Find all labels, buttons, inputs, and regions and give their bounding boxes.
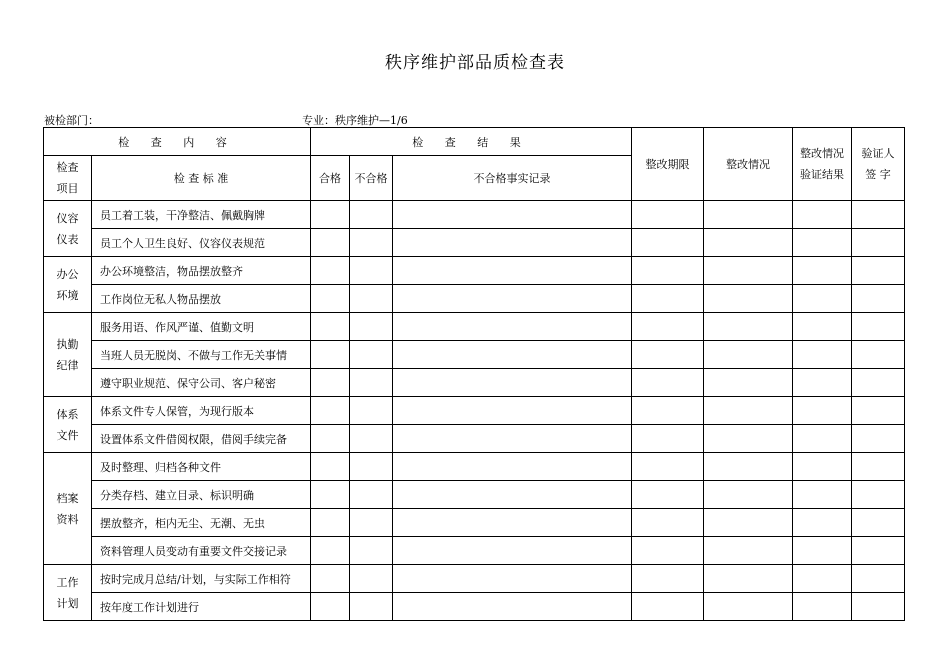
- fail-cell[interactable]: [350, 453, 393, 481]
- criterion-cell: 遵守职业规范、保守公司、客户秘密: [92, 369, 311, 397]
- verify-result-cell[interactable]: [793, 453, 852, 481]
- pass-cell[interactable]: [311, 313, 350, 341]
- status-cell[interactable]: [704, 201, 793, 229]
- deadline-cell[interactable]: [632, 313, 704, 341]
- signature-cell[interactable]: [852, 369, 905, 397]
- header-content: 检 查 内 容: [44, 128, 311, 156]
- fail-record-cell[interactable]: [393, 397, 632, 425]
- status-cell[interactable]: [704, 257, 793, 285]
- status-cell[interactable]: [704, 313, 793, 341]
- fail-cell[interactable]: [350, 257, 393, 285]
- deadline-cell[interactable]: [632, 285, 704, 313]
- fail-record-cell[interactable]: [393, 341, 632, 369]
- status-cell[interactable]: [704, 565, 793, 593]
- table-row: [44, 229, 905, 257]
- deadline-cell[interactable]: [632, 369, 704, 397]
- pass-cell[interactable]: [311, 509, 350, 537]
- deadline-cell[interactable]: [632, 565, 704, 593]
- fail-cell[interactable]: [350, 313, 393, 341]
- header-deadline: 整改期限: [632, 128, 704, 201]
- pass-cell[interactable]: [311, 537, 350, 565]
- fail-cell[interactable]: [350, 369, 393, 397]
- criterion-cell: 工作岗位无私人物品摆放: [92, 285, 311, 313]
- deadline-cell[interactable]: [632, 593, 704, 621]
- signature-cell[interactable]: [852, 313, 905, 341]
- department-label: 被检部门：: [44, 114, 99, 127]
- table-row: [44, 425, 905, 453]
- verify-result-cell[interactable]: [793, 481, 852, 509]
- verify-result-cell[interactable]: [793, 593, 852, 621]
- fail-cell[interactable]: [350, 397, 393, 425]
- signature-cell[interactable]: [852, 341, 905, 369]
- fail-record-cell[interactable]: [393, 229, 632, 257]
- fail-cell[interactable]: [350, 341, 393, 369]
- table-row: [44, 201, 905, 229]
- pass-cell[interactable]: [311, 397, 350, 425]
- status-cell[interactable]: [704, 369, 793, 397]
- fail-record-cell[interactable]: [393, 201, 632, 229]
- header-fail: 不合格: [350, 156, 393, 201]
- signature-cell[interactable]: [852, 285, 905, 313]
- category-label: 文件: [56, 428, 79, 442]
- fail-record-cell[interactable]: [393, 481, 632, 509]
- signature-cell[interactable]: [852, 537, 905, 565]
- pass-cell[interactable]: [311, 229, 350, 257]
- pass-cell[interactable]: [311, 341, 350, 369]
- fail-record-cell[interactable]: [393, 425, 632, 453]
- criterion-cell: 及时整理、归档各种文件: [92, 453, 311, 481]
- pass-cell[interactable]: [311, 425, 350, 453]
- criterion-cell: 分类存档、建立目录、标识明确: [92, 481, 311, 509]
- table-row: [44, 565, 905, 593]
- category-cell: [44, 313, 92, 397]
- pass-cell[interactable]: [311, 257, 350, 285]
- table-row: [44, 537, 905, 565]
- status-cell[interactable]: [704, 481, 793, 509]
- criterion-cell: 摆放整齐，柜内无尘、无潮、无虫: [92, 509, 311, 537]
- signature-cell[interactable]: [852, 425, 905, 453]
- verify-result-cell[interactable]: [793, 201, 852, 229]
- inspection-table: [43, 127, 905, 621]
- verify-result-cell[interactable]: [793, 565, 852, 593]
- criterion-cell: 按年度工作计划进行: [92, 593, 311, 621]
- header-item: 检查 项目: [44, 156, 92, 201]
- fail-cell[interactable]: [350, 285, 393, 313]
- pass-cell[interactable]: [311, 201, 350, 229]
- table-row: [44, 397, 905, 425]
- fail-cell[interactable]: [350, 509, 393, 537]
- category-label: 执勤: [56, 337, 79, 351]
- criterion-cell: 当班人员无脱岗、不做与工作无关事情: [92, 341, 311, 369]
- page-title: 秩序维护部品质检查表: [385, 53, 565, 73]
- status-cell[interactable]: [704, 341, 793, 369]
- status-cell[interactable]: [704, 229, 793, 257]
- category-label: 档案: [56, 491, 79, 505]
- deadline-cell[interactable]: [632, 453, 704, 481]
- table-row: [44, 509, 905, 537]
- deadline-cell[interactable]: [632, 229, 704, 257]
- signature-cell[interactable]: [852, 229, 905, 257]
- criterion-cell: 按时完成月总结/计划，与实际工作相符: [92, 565, 311, 593]
- criterion-cell: 资料管理人员变动有重要文件交接记录: [92, 537, 311, 565]
- category-label: 环境: [56, 288, 79, 302]
- status-cell[interactable]: [704, 509, 793, 537]
- criterion-cell: 体系文件专人保管，为现行版本: [92, 397, 311, 425]
- verify-result-cell[interactable]: [793, 257, 852, 285]
- category-cell: [44, 453, 92, 565]
- header-fail-record: 不合格事实记录: [393, 156, 632, 201]
- category-label: 计划: [56, 596, 79, 610]
- fail-record-cell[interactable]: [393, 369, 632, 397]
- fail-cell[interactable]: [350, 425, 393, 453]
- verify-result-cell[interactable]: [793, 397, 852, 425]
- category-label: 体系: [56, 407, 79, 421]
- fail-record-cell[interactable]: [393, 453, 632, 481]
- fail-record-cell[interactable]: [393, 593, 632, 621]
- category-label: 办公: [56, 267, 79, 281]
- status-cell[interactable]: [704, 285, 793, 313]
- table-row: [44, 369, 905, 397]
- fail-record-cell[interactable]: [393, 565, 632, 593]
- category-label: 仪容: [56, 211, 79, 225]
- criterion-cell: 服务用语、作风严谨、值勤文明: [92, 313, 311, 341]
- verify-result-cell[interactable]: [793, 341, 852, 369]
- table-row: [44, 593, 905, 621]
- category-cell: [44, 201, 92, 257]
- table-row: [44, 341, 905, 369]
- signature-cell[interactable]: [852, 565, 905, 593]
- deadline-cell[interactable]: [632, 397, 704, 425]
- fail-cell[interactable]: [350, 229, 393, 257]
- signature-cell[interactable]: [852, 481, 905, 509]
- status-cell[interactable]: [704, 397, 793, 425]
- header-status: 整改情况: [704, 128, 793, 201]
- fail-cell[interactable]: [350, 481, 393, 509]
- criterion-cell: 办公环境整洁，物品摆放整齐: [92, 257, 311, 285]
- deadline-cell[interactable]: [632, 425, 704, 453]
- category-label: 纪律: [56, 358, 79, 372]
- fail-cell[interactable]: [350, 537, 393, 565]
- table-row: [44, 285, 905, 313]
- signature-cell[interactable]: [852, 453, 905, 481]
- category-cell: [44, 565, 92, 621]
- category-cell: [44, 397, 92, 453]
- fail-record-cell[interactable]: [393, 537, 632, 565]
- signature-cell[interactable]: [852, 201, 905, 229]
- verify-result-cell[interactable]: [793, 425, 852, 453]
- verify-result-cell[interactable]: [793, 313, 852, 341]
- criterion-cell: 设置体系文件借阅权限，借阅手续完备: [92, 425, 311, 453]
- header-standard: 检 查 标 准: [92, 156, 311, 201]
- fail-record-cell[interactable]: [393, 509, 632, 537]
- pass-cell[interactable]: [311, 565, 350, 593]
- deadline-cell[interactable]: [632, 481, 704, 509]
- verify-result-cell[interactable]: [793, 509, 852, 537]
- status-cell[interactable]: [704, 453, 793, 481]
- category-cell: [44, 257, 92, 313]
- category-label: 工作: [56, 575, 79, 589]
- status-cell[interactable]: [704, 537, 793, 565]
- signature-cell[interactable]: [852, 509, 905, 537]
- fail-cell[interactable]: [350, 593, 393, 621]
- verify-result-cell[interactable]: [793, 369, 852, 397]
- verify-result-cell[interactable]: [793, 537, 852, 565]
- pass-cell[interactable]: [311, 453, 350, 481]
- fail-record-cell[interactable]: [393, 257, 632, 285]
- category-label: 资料: [56, 512, 79, 526]
- table-row: [44, 313, 905, 341]
- header-pass: 合格: [311, 156, 350, 201]
- status-cell[interactable]: [704, 593, 793, 621]
- criterion-cell: 员工着工装，干净整洁、佩戴胸牌: [92, 201, 311, 229]
- status-cell[interactable]: [704, 425, 793, 453]
- verify-result-cell[interactable]: [793, 229, 852, 257]
- header-verifier: 验证人 签 字: [852, 128, 905, 201]
- major-label: 专业：秩序维护—1/6: [302, 114, 408, 127]
- deadline-cell[interactable]: [632, 341, 704, 369]
- pass-cell[interactable]: [311, 481, 350, 509]
- category-label: 仪表: [56, 232, 79, 246]
- deadline-cell[interactable]: [632, 257, 704, 285]
- header-result: 检 查 结 果: [311, 128, 632, 156]
- table-row: [44, 481, 905, 509]
- deadline-cell[interactable]: [632, 509, 704, 537]
- signature-cell[interactable]: [852, 397, 905, 425]
- table-row: [44, 257, 905, 285]
- criterion-cell: 员工个人卫生良好、仪容仪表规范: [92, 229, 311, 257]
- fail-record-cell[interactable]: [393, 285, 632, 313]
- table-row: [44, 453, 905, 481]
- signature-cell[interactable]: [852, 257, 905, 285]
- signature-cell[interactable]: [852, 593, 905, 621]
- deadline-cell[interactable]: [632, 201, 704, 229]
- deadline-cell[interactable]: [632, 537, 704, 565]
- fail-record-cell[interactable]: [393, 313, 632, 341]
- pass-cell[interactable]: [311, 593, 350, 621]
- pass-cell[interactable]: [311, 369, 350, 397]
- fail-cell[interactable]: [350, 565, 393, 593]
- verify-result-cell[interactable]: [793, 285, 852, 313]
- fail-cell[interactable]: [350, 201, 393, 229]
- header-verify: 整改情况 验证结果: [793, 128, 852, 201]
- pass-cell[interactable]: [311, 285, 350, 313]
